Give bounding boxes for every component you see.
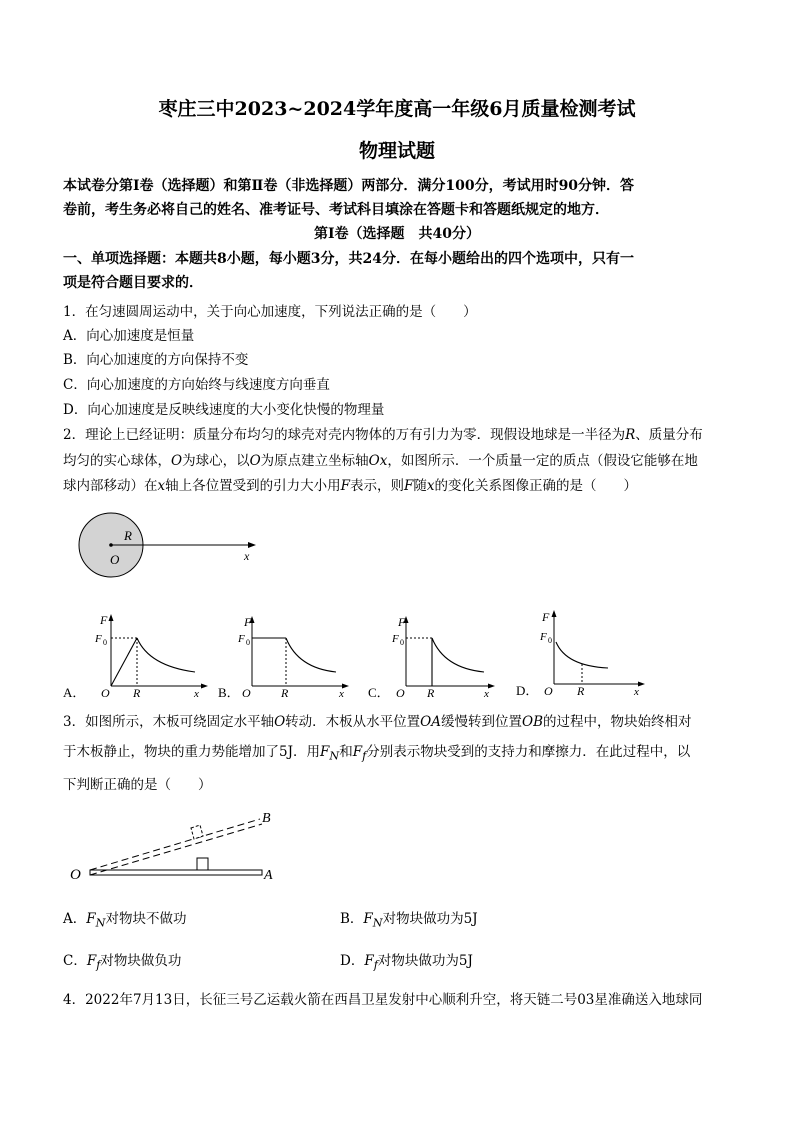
x-label: x bbox=[244, 549, 250, 563]
svg-text:O: O bbox=[544, 684, 553, 698]
q2-graph-a[interactable] bbox=[63, 608, 213, 702]
svg-text:x: x bbox=[194, 688, 199, 698]
radius-label: R bbox=[124, 528, 132, 543]
svg-text:R: R bbox=[427, 686, 435, 698]
svg-text:F: F bbox=[244, 615, 252, 629]
q3-option-d: D．$F_f$对物块做功为5J bbox=[340, 953, 473, 972]
q3-stem-line-3: 下判断正确的是（ ） bbox=[63, 777, 212, 793]
x-axis-arrow bbox=[248, 542, 256, 548]
q3-option-c: C．$F_f$对物块做负功 bbox=[63, 953, 182, 972]
q2-stem-line-3: 球内部移动）在x轴上各位置受到的引力大小用F表示，则F随x的变化关系图像正确的是（ ） bbox=[63, 478, 637, 494]
svg-text:F: F bbox=[392, 633, 399, 645]
svg-text:O: O bbox=[396, 686, 405, 698]
q2-earth-diagram bbox=[70, 510, 270, 582]
svg-text:F: F bbox=[540, 631, 547, 643]
board-tilted-bottom bbox=[90, 824, 262, 875]
q1-option-c: C．向心加速度的方向始终与线速度方向垂直 bbox=[63, 377, 330, 393]
intro-line-2: 卷前，考生务必将自己的姓名、准考证号、考试科目填涂在答题卡和答题纸规定的地方． bbox=[63, 202, 609, 218]
svg-text:F: F bbox=[95, 633, 102, 645]
svg-text:F: F bbox=[398, 615, 406, 629]
q1-option-b: B．向心加速度的方向保持不变 bbox=[63, 352, 249, 368]
center-dot bbox=[109, 543, 113, 547]
svg-text:O: O bbox=[101, 686, 110, 698]
exam-subtitle: 物理试题 bbox=[358, 140, 435, 162]
q3-stem-line-2: 于木板静止，物块的重力势能增加了5J．用$F_N$和$F_f$分别表示物块受到的支持力和摩擦力．在此过程中，以 bbox=[63, 744, 691, 763]
q3-board-diagram bbox=[66, 806, 296, 886]
board-horizontal bbox=[90, 870, 262, 875]
graph-b-plot bbox=[218, 608, 368, 698]
q1-option-a: A．向心加速度是恒量 bbox=[63, 328, 195, 344]
svg-text:0: 0 bbox=[103, 638, 107, 647]
section1-line-2: 项是符合题目要求的． bbox=[63, 275, 203, 291]
svg-text:x: x bbox=[339, 688, 344, 698]
svg-text:R: R bbox=[281, 686, 289, 698]
svg-text:x: x bbox=[634, 686, 639, 698]
q2-graph-d[interactable] bbox=[516, 602, 656, 702]
pivot-label: O bbox=[70, 867, 81, 883]
block-tilted bbox=[191, 825, 203, 839]
q2-graph-b[interactable] bbox=[218, 608, 368, 702]
point-b-label: B bbox=[262, 811, 271, 826]
q1-stem: 1．在匀速圆周运动中，关于向心加速度，下列说法正确的是（ ） bbox=[63, 304, 477, 320]
intro-line-1: 本试卷分第Ⅰ卷（选择题）和第Ⅱ卷（非选择题）两部分．满分100分，考试用时90分钟．答 bbox=[63, 178, 635, 194]
option-d-label: D． bbox=[516, 683, 539, 698]
origin-label: O bbox=[110, 552, 120, 567]
board-tilted-top bbox=[90, 819, 260, 870]
block-horizontal bbox=[197, 858, 208, 870]
exam-title: 枣庄三中2023~2024学年度高一年级6月质量检测考试 bbox=[158, 98, 636, 120]
q3-option-b: B．$F_N$对物块做功为5J bbox=[340, 911, 478, 930]
svg-text:R: R bbox=[133, 686, 141, 698]
svg-text:F: F bbox=[542, 610, 550, 624]
svg-text:0: 0 bbox=[400, 638, 404, 647]
graph-c-plot bbox=[368, 608, 518, 698]
svg-text:O: O bbox=[242, 686, 251, 698]
point-a-label: A bbox=[264, 868, 273, 883]
section1-line-1: 一、单项选择题：本题共8小题，每小题3分，共24分．在每小题给出的四个选项中，只有一 bbox=[63, 251, 634, 267]
svg-text:R: R bbox=[577, 684, 585, 698]
q2-stem-line-2: 均匀的实心球体，O为球心，以O为原点建立坐标轴Ox，如图所示．一个质量一定的质点（假设它能够在地 bbox=[63, 453, 698, 469]
svg-text:F: F bbox=[100, 613, 108, 627]
q1-option-d: D．向心加速度是反映线速度的大小变化快慢的物理量 bbox=[63, 402, 385, 418]
svg-text:F: F bbox=[238, 633, 245, 645]
option-b-label: B． bbox=[218, 685, 240, 698]
q4-stem: 4．2022年7月13日，长征三号乙运载火箭在西昌卫星发射中心顺利升空，将天链二号03星准确送入地球同 bbox=[63, 992, 703, 1008]
svg-text:0: 0 bbox=[548, 636, 552, 645]
svg-text:x: x bbox=[484, 688, 489, 698]
part1-heading: 第Ⅰ卷（选择题 共40分） bbox=[313, 226, 481, 242]
svg-text:0: 0 bbox=[246, 638, 250, 647]
q2-graph-c[interactable] bbox=[368, 608, 518, 702]
q3-stem-line-1: 3．如图所示，木板可绕固定水平轴O转动．木板从水平位置OA缓慢转到位置OB的过程中，物块始终相对 bbox=[63, 714, 692, 730]
option-a-label: A． bbox=[63, 685, 86, 698]
graph-d-plot bbox=[516, 602, 656, 698]
graph-a-plot bbox=[63, 608, 213, 698]
option-c-label: C． bbox=[368, 685, 390, 698]
q2-stem-line-1: 2．理论上已经证明：质量分布均匀的球壳对壳内物体的万有引力为零．现假设地球是一半径为R、质量分布 bbox=[63, 427, 703, 443]
q3-option-a: A．$F_N$对物块不做功 bbox=[63, 911, 187, 930]
